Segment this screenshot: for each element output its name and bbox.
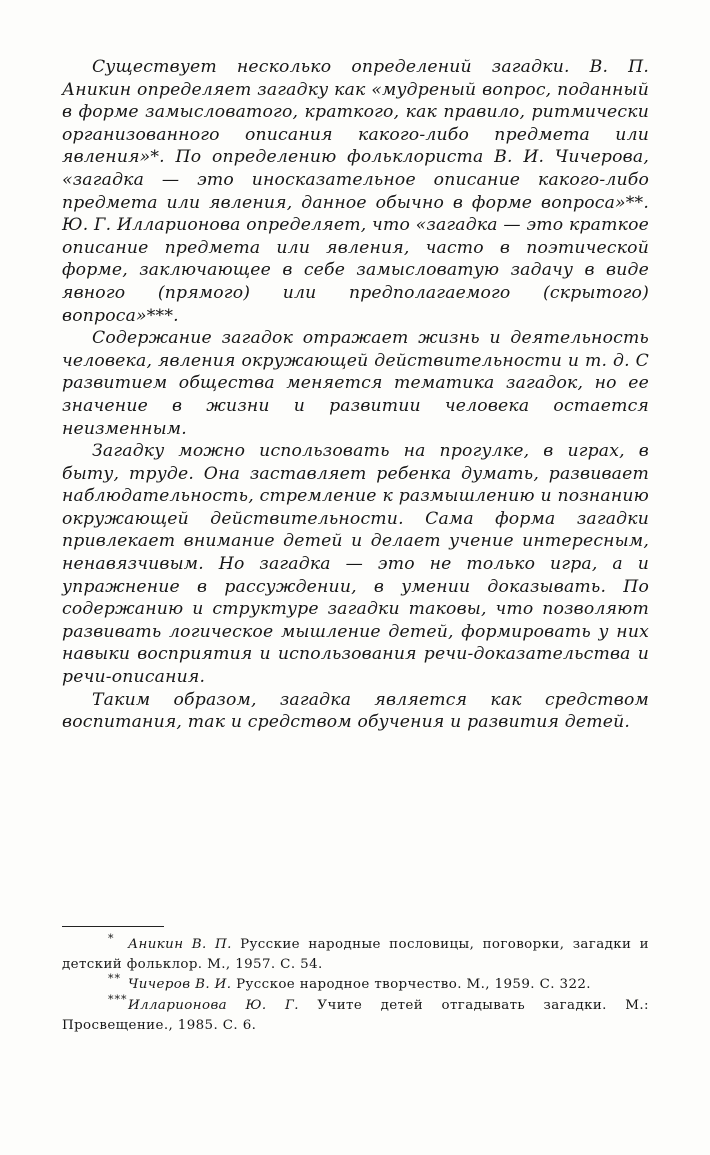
footnote-text: Русские народные пословицы, поговорки, загадки и детский фольклор. М., 1957. С. 54. bbox=[62, 937, 649, 973]
main-text bbox=[62, 56, 649, 734]
footnote-author: Илларионова Ю. Г. bbox=[128, 997, 299, 1013]
footnote-2 bbox=[62, 972, 649, 995]
footnote-mark: *** bbox=[108, 992, 128, 1006]
footnote-separator bbox=[62, 926, 164, 927]
footnote-mark: ** bbox=[108, 972, 121, 986]
footnote-text: Русское народное творчество. М., 1959. С. 322. bbox=[236, 977, 591, 993]
paragraph-content: Содержание загадок отражает жизнь и деятельность человека, явления окружающей действительности и т. д. С развитием общества меняется тематика загадок, но ее значение в жизни и развитии человека остается неизменным. bbox=[62, 328, 649, 439]
footnotes bbox=[62, 932, 649, 1036]
paragraph-usage: Загадку можно использовать на прогулке, в играх, в быту, труде. Она заставляет ребенка думать, развивает наблюдательность, стремление к размышлению и познанию окружающей действительности. Сама форма загадки привлекает внимание детей и делает учение интересным, ненавязчивым. Но загадка — это не только игра, а и упражнение в рассуждении, в умении доказывать. По содержанию и структуре загадки таковы, что позволяют развивать логическое мышление детей, формировать у них навыки восприятия и использования речи-доказательства и речи-описания. bbox=[62, 441, 649, 688]
footnote-author: Чичеров В. И. bbox=[128, 977, 232, 993]
paragraph-conclusion: Таким образом, загадка является как средством воспитания, так и средством обучения и развития детей. bbox=[62, 689, 649, 733]
paragraph-definitions: Существует несколько определений загадки. В. П. Аникин определяет загадку как «мудреный вопрос, поданный в форме замысловатого, краткого, как правило, ритмически организованного описания какого-либо предмета или явления»*. По определению фольклориста В. И. Чичерова, «загадка — это иносказательное описание какого-либо предмета или явления, данное обычно в форме вопроса»**. Ю. Г. Илларионова определяет, что «загадка — это краткое описание предмета или явления, часто в поэтической форме, заключающее в себе замысловатую задачу в виде явного (прямого) или предполагаемого (скрытого) вопроса»***. bbox=[62, 57, 649, 326]
footnote-author: Аникин В. П. bbox=[128, 937, 232, 952]
footnote-text: Учите детей отгадывать загадки. М.: Просвещение., 1985. С. 6. bbox=[62, 997, 649, 1033]
footnote-mark: * bbox=[108, 932, 115, 945]
footnote-3 bbox=[62, 992, 649, 1036]
footnote-1 bbox=[62, 932, 649, 975]
